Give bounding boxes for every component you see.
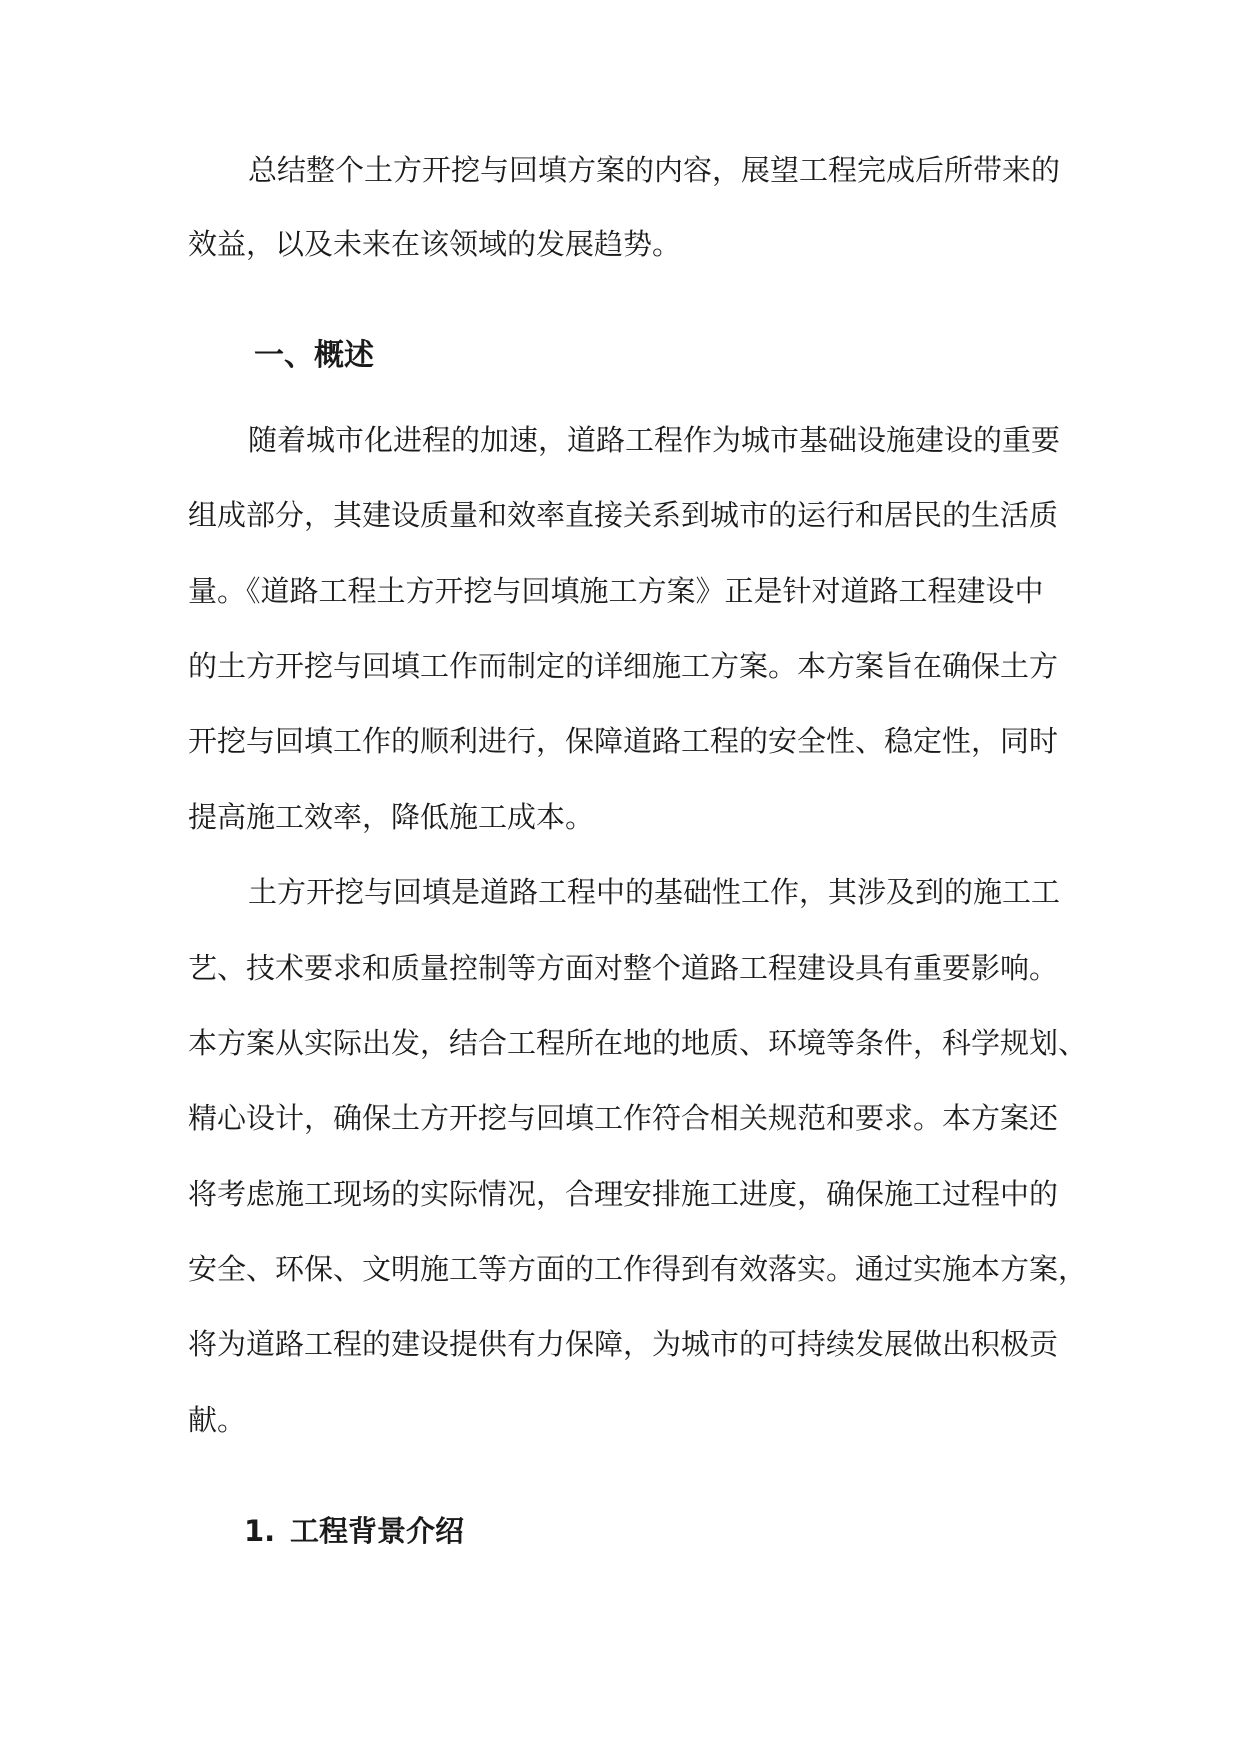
paragraph-line: 将为道路工程的建设提供有力保障，为城市的可持续发展做出积极贡 [188, 1327, 1059, 1361]
paragraph-line: 的土方开挖与回填工作而制定的详细施工方案。本方案旨在确保土方 [188, 649, 1059, 683]
intro-line-2: 效益，以及未来在该领域的发展趋势。 [188, 227, 682, 261]
paragraph-line: 本方案从实际出发，结合工程所在地的地质、环境等条件，科学规划、 [188, 1026, 1088, 1060]
paragraph-line: 开挖与回填工作的顺利进行，保障道路工程的安全性、稳定性，同时 [188, 724, 1059, 758]
subsection-number: 1. [244, 1514, 276, 1548]
subsection-title: 工程背景介绍 [290, 1514, 465, 1548]
paragraph-line: 随着城市化进程的加速，道路工程作为城市基础设施建设的重要 [248, 423, 1061, 457]
paragraph-line: 献。 [188, 1403, 247, 1437]
paragraph-line: 安全、环保、文明施工等方面的工作得到有效落实。通过实施本方案， [188, 1252, 1088, 1286]
paragraph-line: 将考虑施工现场的实际情况，合理安排施工进度，确保施工过程中的 [188, 1177, 1059, 1211]
intro-line-1: 总结整个土方开挖与回填方案的内容，展望工程完成后所带来的 [248, 153, 1061, 187]
paragraph-line: 量。《道路工程土方开挖与回填施工方案》正是针对道路工程建设中 [188, 574, 1044, 608]
paragraph-line: 提高施工效率，降低施工成本。 [188, 800, 595, 834]
paragraph-line: 精心设计，确保土方开挖与回填工作符合相关规范和要求。本方案还 [188, 1101, 1059, 1135]
subsection-heading-project-background [244, 1514, 465, 1548]
paragraph-line: 土方开挖与回填是道路工程中的基础性工作，其涉及到的施工工 [248, 875, 1061, 909]
section-heading-overview: 一、概述 [254, 338, 374, 373]
paragraph-line: 艺、技术要求和质量控制等方面对整个道路工程建设具有重要影响。 [188, 951, 1059, 985]
paragraph-line: 组成部分，其建设质量和效率直接关系到城市的运行和居民的生活质 [188, 498, 1059, 532]
